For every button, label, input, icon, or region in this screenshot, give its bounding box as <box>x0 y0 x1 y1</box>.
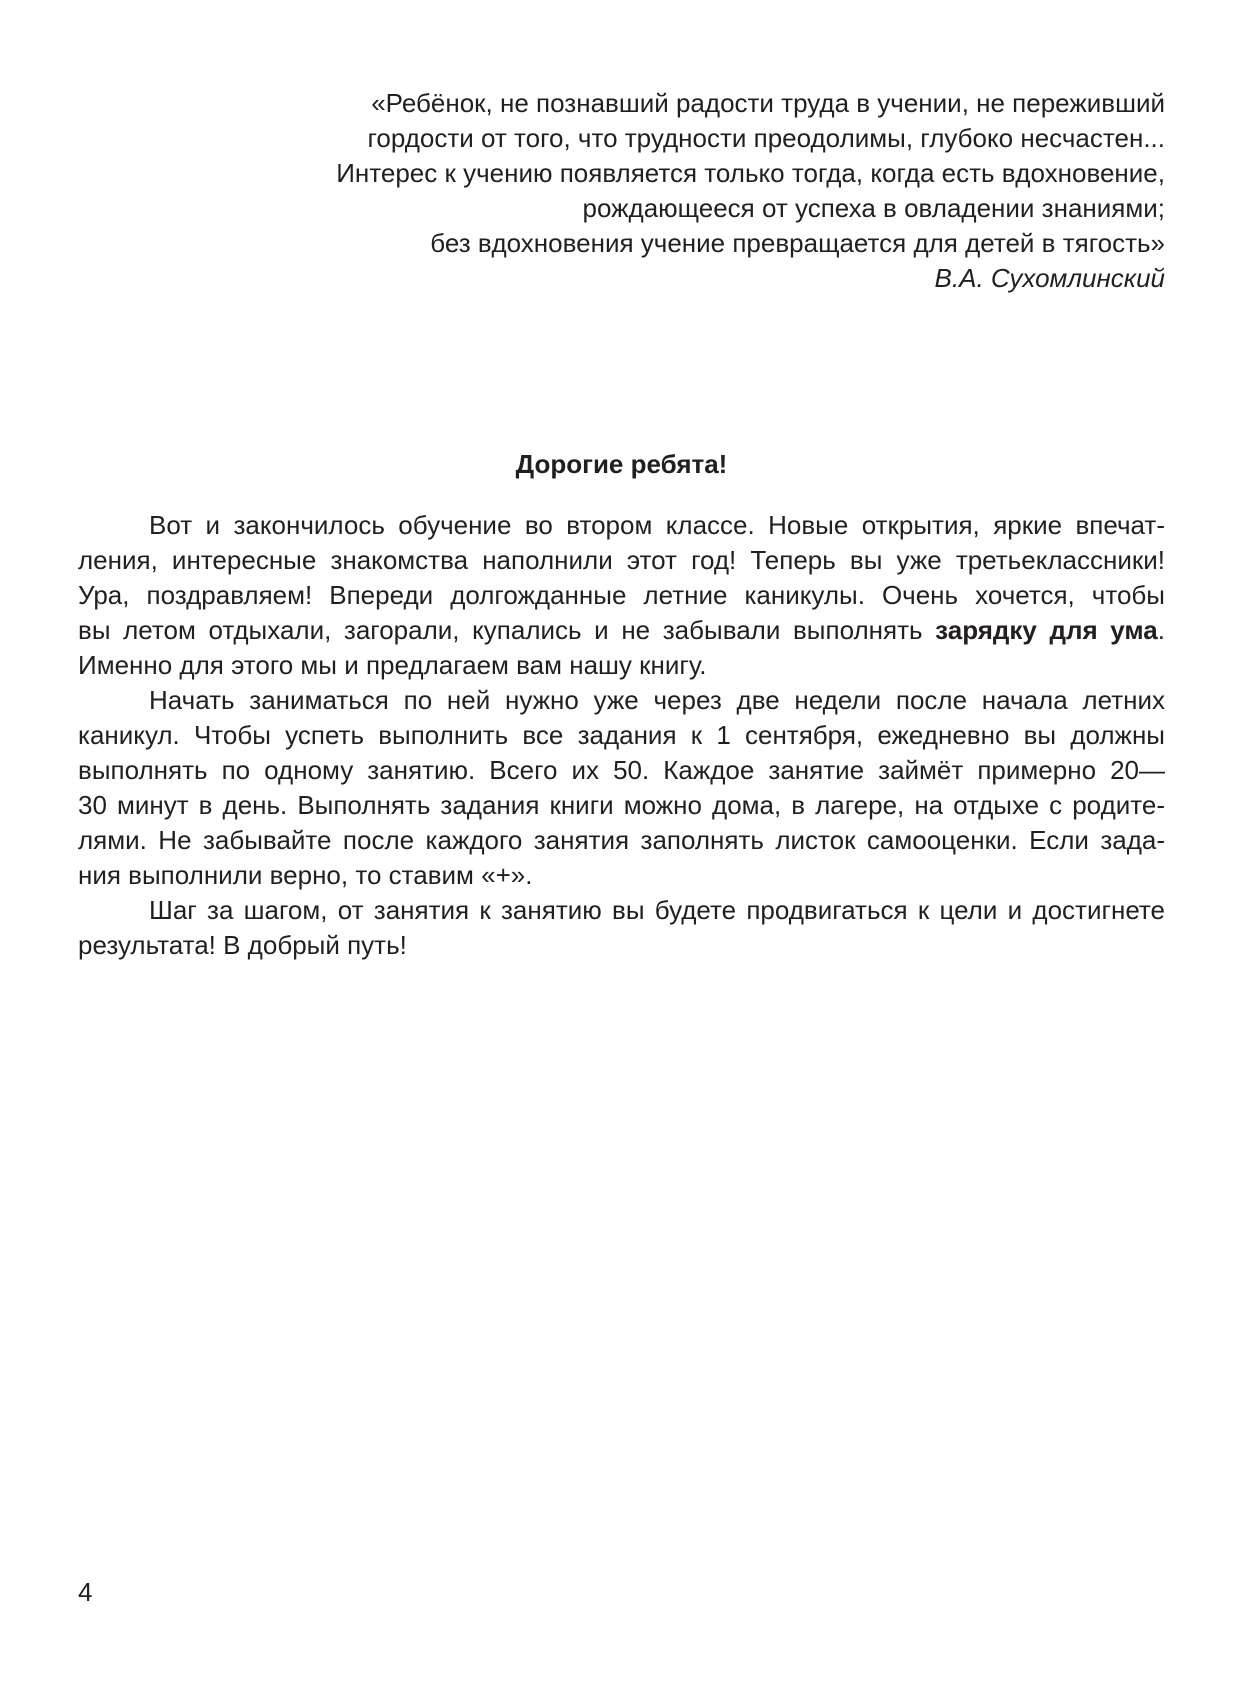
paragraph <box>78 683 1165 893</box>
paragraph-line: Именно для этого мы и предлагаем вам нашу книгу. <box>78 650 707 680</box>
paragraph-line: каникул. Чтобы успеть выполнить все задания к 1 сентября, ежедневно вы должны <box>78 720 1165 750</box>
paragraph-line: лями. Не забывайте после каждого занятия заполнять листок самооценки. Если зада- <box>78 825 1165 855</box>
epigraph-line: без вдохновения учение превращается для детей в тягость» <box>430 228 1165 258</box>
body-text <box>78 508 1165 963</box>
epigraph <box>280 86 1165 296</box>
paragraph-line: выполнять по одному занятию. Всего их 50. Каждое занятие займёт примерно 20— <box>78 755 1165 785</box>
paragraph-line: ления, интересные знакомства наполнили этот год! Теперь вы уже третьеклассники! <box>78 545 1165 575</box>
page-heading: Дорогие ребята! <box>515 449 728 479</box>
epigraph-line: рождающееся от успеха в овладении знаниями; <box>582 193 1165 223</box>
paragraph-line: результата! В добрый путь! <box>78 930 407 960</box>
epigraph-author: В.А. Сухомлинский <box>934 263 1165 293</box>
paragraph-line: Вот и закончилось обучение во втором классе. Новые открытия, яркие впечат- <box>149 510 1165 540</box>
epigraph-line: гордости от того, что трудности преодолимы, глубоко несчастен... <box>367 123 1165 153</box>
page-number: 4 <box>78 1577 93 1607</box>
paragraph <box>78 508 1165 683</box>
paragraph-line: Начать заниматься по ней нужно уже через две недели после начала летних <box>149 685 1165 715</box>
epigraph-line: Интерес к учению появляется только тогда, когда есть вдохновение, <box>336 158 1165 188</box>
emphasis-text: зарядку для ума <box>935 615 1158 645</box>
paragraph-line: Шаг за шагом, от занятия к занятию вы будете продвигаться к цели и достигнете <box>149 895 1165 925</box>
paragraph-line: Ура, поздравляем! Впереди долгожданные летние каникулы. Очень хочется, чтобы <box>78 580 1165 610</box>
paragraph-line: 30 минут в день. Выполнять задания книги можно дома, в лагере, на отдыхе с родите- <box>78 790 1165 820</box>
paragraph <box>78 893 1165 963</box>
paragraph-text: . <box>1157 615 1165 645</box>
paragraph-line: ния выполнили верно, то ставим «+». <box>78 860 533 890</box>
paragraph-text: вы летом отдыхали, загорали, купались и не забывали выполнять <box>78 615 923 645</box>
epigraph-line: «Ребёнок, не познавший радости труда в учении, не переживший <box>371 88 1165 118</box>
paragraph-line <box>78 613 1165 648</box>
